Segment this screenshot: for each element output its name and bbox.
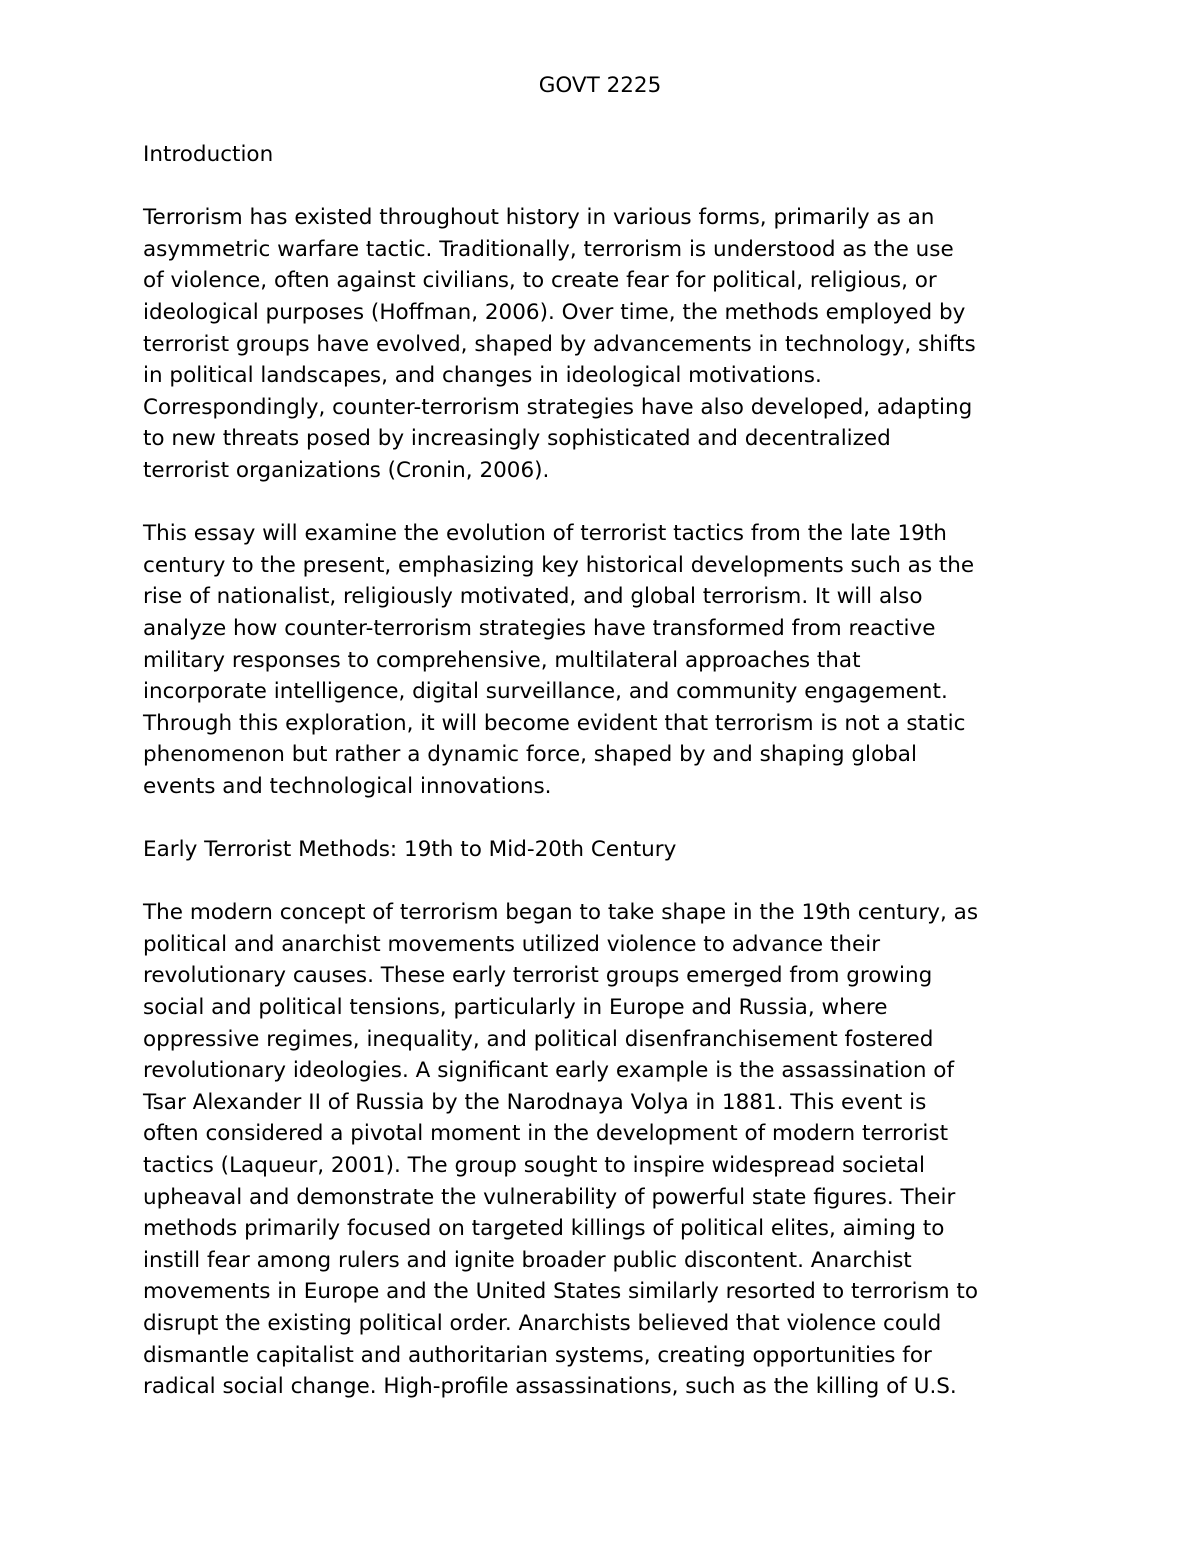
section-heading-early-methods: Early Terrorist Methods: 19th to Mid-20th Century [143,837,677,863]
course-header: GOVT 2225 [538,73,662,98]
section-heading-introduction: Introduction [143,142,274,167]
paragraph: The modern concept of terrorism began to take shape in the 19th century, as political and anarchist movements utilized violence to advance their revolutionary causes. These early terrorist groups emerged from growing social and political tensions, particularly in Europe and Russia, where oppressive regimes, inequality, and political disenfranchisement fostered revolutionary ideologies. A significant early example is the assassination of Tsar Alexander II of Russia by the Narodnaya Volya in 1881. This event is often considered a pivotal moment in the development of modern terrorist tactics (Laqueur, 2001). The group sought to inspire widespread societal upheaval and demonstrate the vulnerability of powerful state figures. Their methods primarily focused on targeted killings of political elites, aiming to instill fear among rulers and ignite broader public discontent. Anarchist movements in Europe and the United States similarly resorted to terrorism to disrupt the existing political order. Anarchists believed that violence could dismantle capitalist and authoritarian systems, creating opportunities for radical social change. High-profile assassinations, such as the killing of U.S. [143,900,979,1400]
paragraph: Terrorism has existed throughout history in various forms, primarily as an asymmetric warfare tactic. Traditionally, terrorism is understood as the use of violence, often against civilians, to create fear for political, religious, or ideological purposes (Hoffman, 2006). Over time, the methods employed by terrorist groups have evolved, shaped by advancements in technology, shifts in political landscapes, and changes in ideological motivations. Correspondingly, counter-terrorism strategies have also developed, adapting to new threats posed by increasingly sophisticated and decentralized terrorist organizations (Cronin, 2006). [143,205,976,483]
essay-body [143,139,1073,1403]
paragraph: This essay will examine the evolution of terrorist tactics from the late 19th century to the present, emphasizing key historical developments such as the rise of nationalist, religiously motivated, and global terrorism. It will also analyze how counter-terrorism strategies have transformed from reactive military responses to comprehensive, multilateral approaches that incorporate intelligence, digital surveillance, and community engagement. Through this exploration, it will become evident that terrorism is not a static phenomenon but rather a dynamic force, shaped by and shaping global events and technological innovations. [143,521,975,799]
